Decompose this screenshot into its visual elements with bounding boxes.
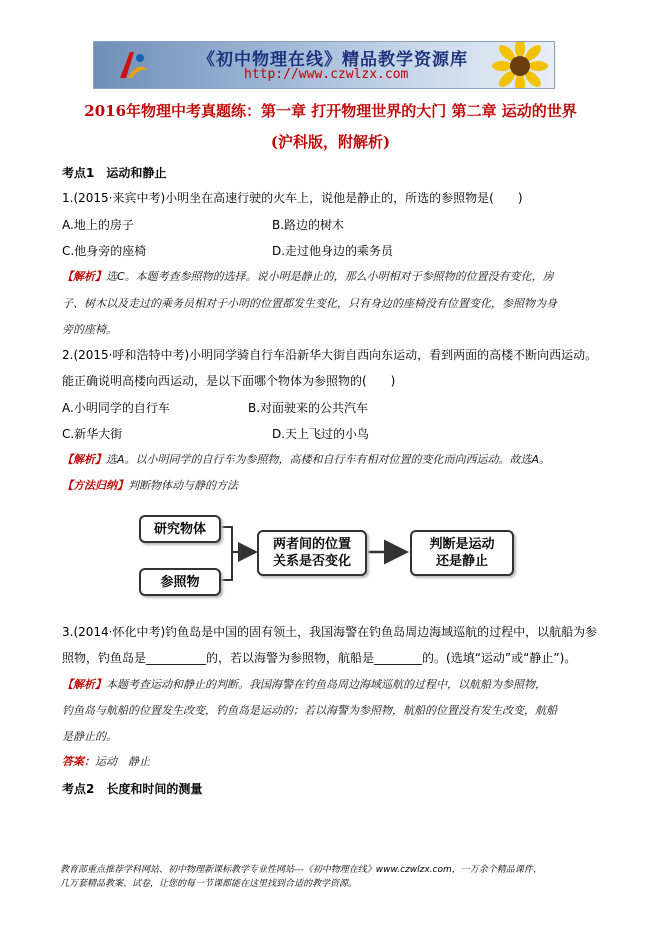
- diagram-box-line: 两者间的位置: [272, 537, 351, 552]
- option-b: B.对面驶来的公共汽车: [248, 401, 369, 415]
- footer-line: 几万套精品教案、试卷，让您的每一节课都能在这里找到合适的教学资源。: [60, 879, 358, 889]
- explanation-line: 旁的座椅。: [62, 323, 117, 336]
- option-c: C.他身旁的座椅: [62, 244, 147, 258]
- answer-blank: __________: [146, 651, 207, 665]
- diagram-box-judge: [410, 530, 514, 576]
- question-stem: 2.(2015·呼和浩特中考)小明同学骑自行车沿新华大街自西向东运动，看到两面的高楼不断向西运动。: [62, 348, 598, 362]
- method-tag: 【方法归纳】: [62, 479, 128, 492]
- explanation-tag: 【解析】: [62, 453, 106, 466]
- answer-blank: ________: [374, 651, 423, 665]
- stem-text: 照物，钓鱼岛是: [62, 651, 147, 665]
- section-heading: 考点1 运动和静止: [62, 166, 167, 180]
- explanation: [62, 676, 546, 692]
- bracket-connector: [220, 527, 254, 580]
- explanation-text: 选A。以小明同学的自行车为参照物，高楼和自行车有相对位置的变化而向西运动。故选A。: [106, 453, 551, 466]
- diagram-box-line: 判断是运动: [429, 537, 495, 552]
- answer-text: 运动 静止: [95, 755, 150, 768]
- answer-tag: 答案：: [62, 755, 95, 768]
- explanation-line: 是静止的。: [62, 730, 117, 743]
- option-a: A.地上的房子: [62, 218, 134, 232]
- explanation-tag: 【解析】: [62, 678, 106, 691]
- diagram-box-line: 还是静止: [435, 554, 488, 569]
- diagram-box-position: [257, 530, 367, 576]
- option-d: D.走过他身边的乘务员: [272, 244, 394, 258]
- footer-line: 教育部重点推荐学科网站、初中物理新课标教学专业性网站---《初中物理在线》www.czwlzx.com，一万余个精品课件、: [60, 865, 542, 875]
- explanation-line: 钓鱼岛与航船的位置发生改变，钓鱼岛是运动的；若以海警为参照物，航船的位置没有发生改变，航船: [62, 704, 557, 717]
- option-a: A.小明同学的自行车: [62, 401, 170, 415]
- answer-line: [62, 753, 150, 769]
- stem-text: 的，若以海警为参照物，航船是: [206, 651, 375, 665]
- explanation-text: 本题考查运动和静止的判断。我国海警在钓鱼岛周边海域巡航的过程中，以航船为参照物，: [106, 678, 546, 691]
- question-stem-line: [62, 649, 576, 666]
- question-stem: 3.(2014·怀化中考)钓鱼岛是中国的固有领土，我国海警在钓鱼岛周边海域巡航的过程中，以航船为参: [62, 625, 598, 639]
- explanation-tag: 【解析】: [62, 270, 106, 283]
- option-b: B.路边的树木: [272, 218, 345, 232]
- diagram-box-object: 研究物体: [139, 515, 221, 543]
- diagram-box-reference: 参照物: [139, 568, 221, 596]
- page-title: 2016年物理中考真题练：第一章 打开物理世界的大门 第二章 运动的世界: [84, 102, 577, 120]
- question-stem: 1.(2015·来宾中考)小明坐在高速行驶的火车上，说他是静止的，所选的参照物是( ): [62, 191, 523, 205]
- banner-title: 《初中物理在线》精品教学资源库: [198, 50, 468, 70]
- page-subtitle: (沪科版，附解析): [270, 133, 391, 151]
- explanation-line: 子、树木以及走过的乘务员相对于小明的位置都发生变化，只有身边的座椅没有位置变化，参照物为身: [62, 297, 557, 310]
- option-c: C.新华大街: [62, 427, 123, 441]
- question-stem-line: 能正确说明高楼向西运动，是以下面哪个物体为参照物的( ): [62, 374, 396, 388]
- option-d: D.天上飞过的小鸟: [272, 427, 370, 441]
- method-text: 判断物体动与静的方法: [128, 479, 238, 492]
- section-heading: 考点2 长度和时间的测量: [62, 782, 203, 796]
- stem-text: 的。(选填“运动”或“静止”)。: [422, 651, 577, 665]
- explanation-text: 选C。本题考查参照物的选择。说小明是静止的，那么小明相对于参照物的位置没有变化，房: [106, 270, 554, 283]
- banner-url: http://www.czwlzx.com: [244, 67, 409, 82]
- diagram-box-line: 关系是否变化: [272, 554, 351, 569]
